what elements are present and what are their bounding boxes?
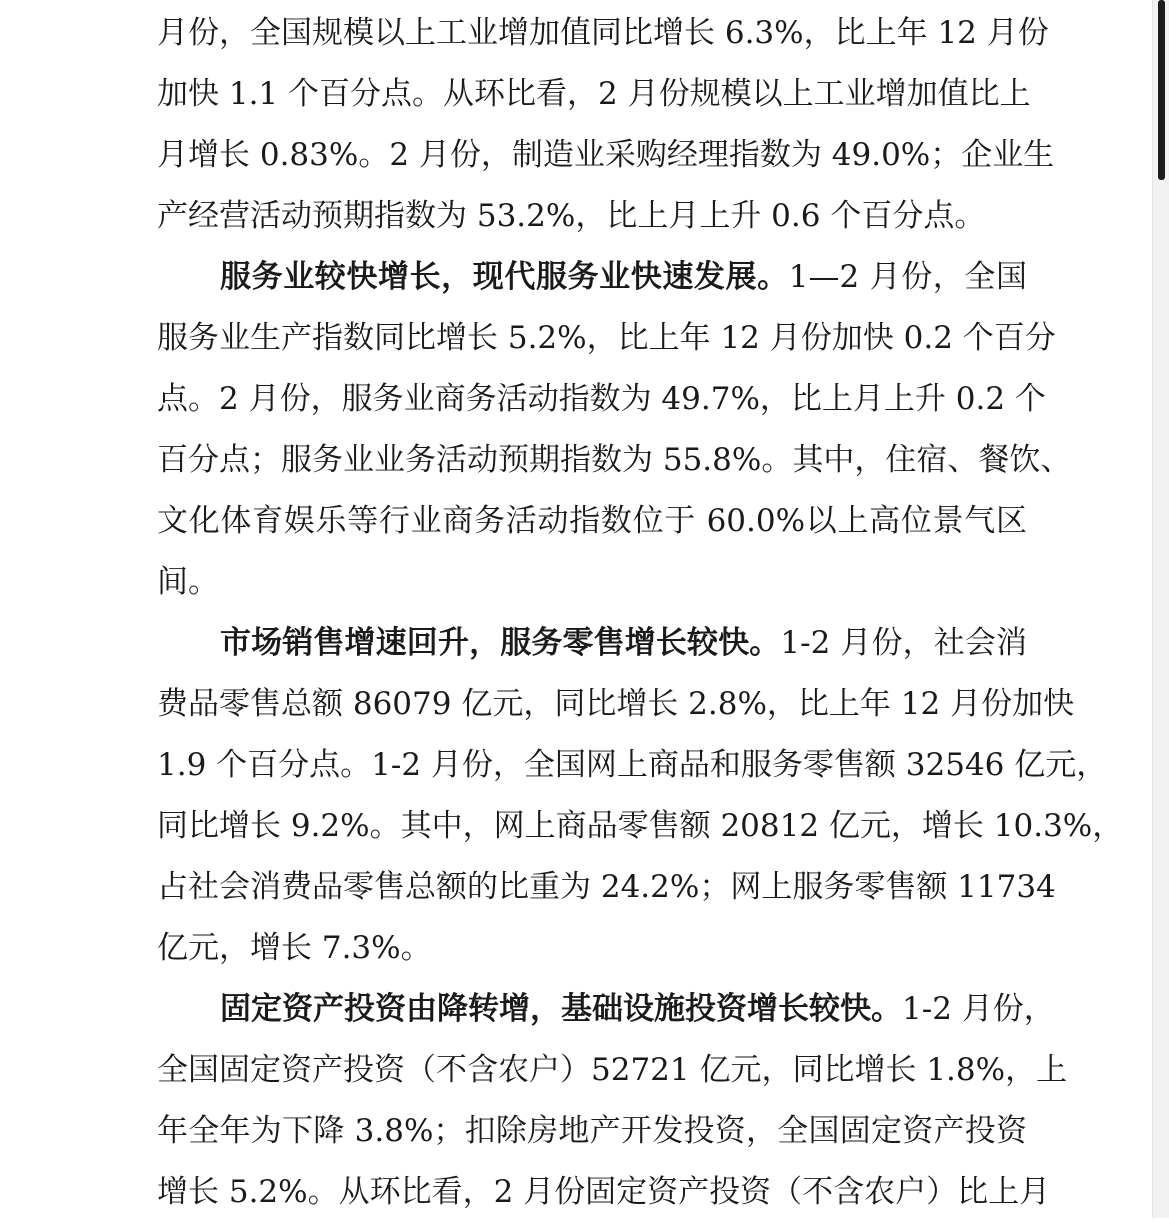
text-line: 文化体育娱乐等行业商务活动指数位于 60.0%以上高位景气区 [157, 503, 1027, 539]
paragraph-heading: 服务业较快增长，现代服务业快速发展。 [220, 259, 789, 295]
text-run: 1-2 月份， [902, 991, 1055, 1027]
text-line: 产经营活动预期指数为 53.2%，比上月上升 0.6 个百分点。 [157, 198, 986, 234]
text-run: 1-2 月份，社会消 [780, 625, 1028, 661]
text-line: 月增长 0.83%。2 月份，制造业采购经理指数为 49.0%；企业生 [157, 137, 1055, 173]
paragraph-first-line [157, 979, 1055, 1040]
paragraph-heading: 市场销售增速回升，服务零售增长较快。 [220, 625, 781, 661]
text-line: 服务业生产指数同比增长 5.2%，比上年 12 月份加快 0.2 个百分 [157, 320, 1056, 356]
text-run: 1—2 月份，全国 [788, 259, 1027, 295]
paragraph-first-line [157, 247, 1027, 308]
text-line: 点。2 月份，服务业商务活动指数为 49.7%，比上月上升 0.2 个 [157, 381, 1046, 417]
text-line: 亿元，增长 7.3%。 [157, 930, 432, 966]
text-line: 增长 5.2%。从环比看，2 月份固定资产投资（不含农户）比上月 [157, 1174, 1051, 1210]
paragraph-first-line [157, 613, 1027, 674]
text-line: 费品零售总额 86079 亿元，同比增长 2.8%，比上年 12 月份加快 [157, 686, 1075, 722]
text-line: 全国固定资产投资（不含农户）52721 亿元，同比增长 1.8%，上 [157, 1052, 1068, 1088]
text-line: 占社会消费品零售总额的比重为 24.2%；网上服务零售额 11734 [157, 869, 1056, 905]
text-line: 加快 1.1 个百分点。从环比看，2 月份规模以上工业增加值比上 [157, 76, 1031, 112]
text-line: 同比增长 9.2%。其中，网上商品零售额 20812 亿元，增长 10.3%， [157, 808, 1124, 844]
document-body [157, 3, 1124, 1223]
text-line: 月份，全国规模以上工业增加值同比增长 6.3%，比上年 12 月份 [157, 15, 1049, 51]
scrollbar-thumb[interactable] [1158, 0, 1165, 180]
vertical-scrollbar[interactable] [1152, 0, 1169, 1218]
text-line: 年全年为下降 3.8%；扣除房地产开发投资，全国固定资产投资 [157, 1113, 1027, 1149]
paragraph-heading: 固定资产投资由降转增，基础设施投资增长较快。 [220, 991, 902, 1027]
text-line: 间。 [157, 564, 219, 600]
text-line: 1.9 个百分点。1-2 月份，全国网上商品和服务零售额 32546 亿元， [157, 747, 1108, 783]
text-line: 百分点；服务业业务活动预期指数为 55.8%。其中，住宿、餐饮、 [157, 442, 1072, 478]
